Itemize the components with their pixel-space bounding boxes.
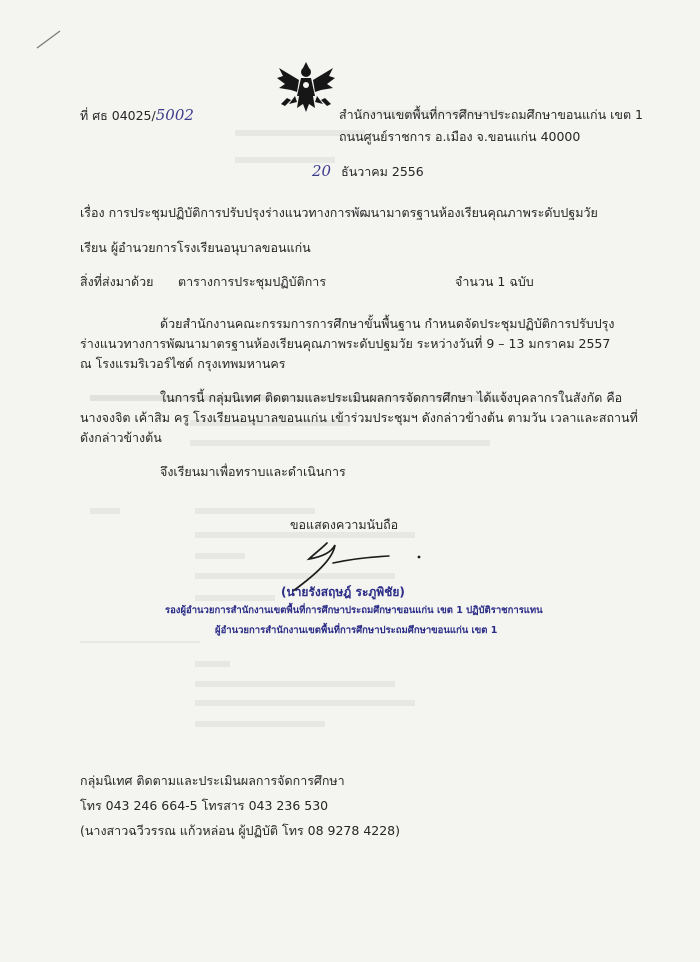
closing-request: จึงเรียนมาเพื่อทราบและดำเนินการ (160, 464, 346, 479)
reference-number-handwritten: 5002 (155, 106, 194, 124)
date-day-handwritten: 20 (312, 162, 332, 180)
reference-number-line (80, 108, 194, 123)
paragraph-1-line-3: ณ โรงแรมริเวอร์ไซด์ กรุงเทพมหานคร (80, 356, 286, 371)
signer-name: (นายรังสฤษฎ์ ระภูพิชัย) (281, 585, 405, 599)
signer-title-line-1: รองผู้อำนวยการสำนักงานเขตพื้นที่การศึกษาประถมศึกษาขอนแก่น เขต 1 ปฏิบัติราชการแทน (165, 605, 543, 616)
footer-department: กลุ่มนิเทศ ติดตามและประเมินผลการจัดการศึกษา (80, 773, 345, 788)
document-date (312, 164, 424, 179)
garuda-emblem-icon (275, 58, 337, 118)
attachment-label: สิ่งที่ส่งมาด้วย (80, 274, 154, 289)
paragraph-1-line-1: ด้วยสำนักงานคณะกรรมการการศึกษาขั้นพื้นฐาน กำหนดจัดประชุมปฏิบัติการปรับปรุง (160, 316, 615, 331)
date-month-year: ธันวาคม 2556 (341, 164, 424, 179)
office-address: ถนนศูนย์ราชการ อ.เมือง จ.ขอนแก่น 40000 (339, 129, 581, 144)
footer-phone-fax: โทร 043 246 664-5 โทรสาร 043 236 530 (80, 798, 329, 813)
reference-prefix: ที่ ศธ 04025/ (80, 108, 156, 123)
attachment-item: ตารางการประชุมปฏิบัติการ (178, 274, 327, 289)
paragraph-2-line-1: ในการนี้ กลุ่มนิเทศ ติดตามและประเมินผลการจัดการศึกษา ได้แจ้งบุคลากรในสังกัด คือ (160, 390, 623, 405)
pencil-mark-icon (34, 28, 64, 52)
office-name: สำนักงานเขตพื้นที่การศึกษาประถมศึกษาขอนแก่น เขต 1 (339, 107, 643, 122)
salutation: ขอแสดงความนับถือ (290, 517, 399, 532)
paragraph-2-line-3: ดังกล่าวข้างต้น (80, 430, 162, 445)
attachment-count: จำนวน 1 ฉบับ (455, 274, 534, 289)
footer-contact-person: (นางสาวฉวีวรรณ แก้วหล่อน ผู้ปฏิบัติ โทร 08 9278 4228) (80, 823, 401, 838)
subject-line: เรื่อง การประชุมปฏิบัติการปรับปรุงร่างแนวทางการพัฒนามาตรฐานห้องเรียนคุณภาพระดับปฐมวัย (80, 205, 598, 220)
paragraph-2-line-2: นางจงจิต เค้าสิม ครู โรงเรียนอนุบาลขอนแก่น เข้าร่วมประชุมฯ ดังกล่าวข้างต้น ตามวัน เวลาและสถานที่ (80, 410, 638, 425)
signer-title-line-2: ผู้อำนวยการสำนักงานเขตพื้นที่การศึกษาประถมศึกษาขอนแก่น เขต 1 (215, 625, 498, 636)
addressee-line: เรียน ผู้อำนวยการโรงเรียนอนุบาลขอนแก่น (80, 240, 311, 255)
paragraph-1-line-2: ร่างแนวทางการพัฒนามาตรฐานห้องเรียนคุณภาพระดับปฐมวัย ระหว่างวันที่ 9 – 13 มกราคม 2557 (80, 336, 611, 351)
